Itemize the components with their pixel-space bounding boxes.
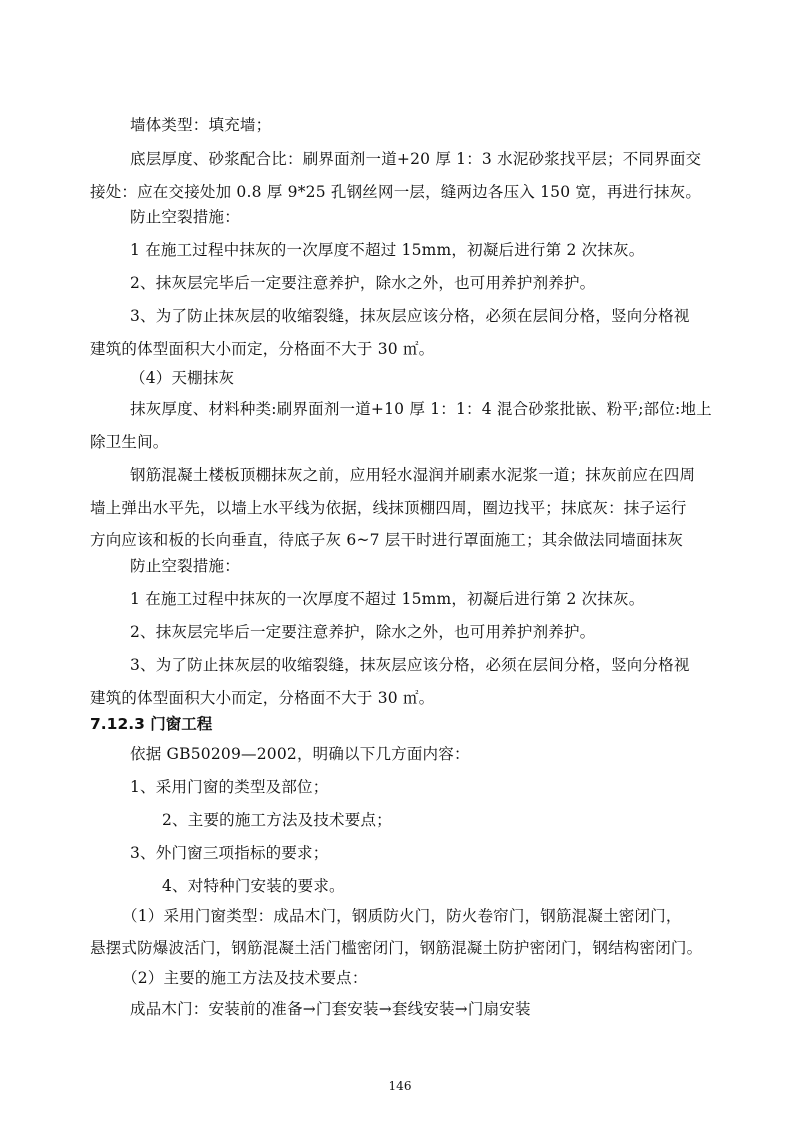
- text-line: 1 在施工过程中抹灰的一次厚度不超过 15mm，初凝后进行第 2 次抹灰。: [130, 241, 645, 259]
- section-heading: 7.12.3 门窗工程: [90, 715, 213, 733]
- text-line: 2、抹灰层完毕后一定要注意养护，除水之外，也可用养护剂养护。: [130, 623, 596, 641]
- list-item: 2、主要的施工方法及技术要点；: [162, 811, 392, 829]
- text-line: 成品木门：安装前的准备→门套安装→套线安装→门扇安装: [130, 1000, 531, 1018]
- text-line: 接处：应在交接处加 0.8 厚 9*25 孔钢丝网一层，缝两边各压入 150 宽，再进行抹灰。: [90, 183, 702, 201]
- text-line: 3、为了防止抹灰层的收缩裂缝，抹灰层应该分格，必须在层间分格，竖向分格视: [130, 307, 690, 325]
- text-line: 依据 GB50209—2002，明确以下几方面内容：: [130, 745, 470, 763]
- text-line: 1 在施工过程中抹灰的一次厚度不超过 15mm，初凝后进行第 2 次抹灰。: [130, 590, 645, 608]
- text-line: 建筑的体型面积大小而定，分格面不大于 30 ㎡。: [90, 689, 435, 707]
- text-line: 底层厚度、砂浆配合比：刷界面剂一道+20 厚 1：3 水泥砂浆找平层；不同界面交: [130, 150, 702, 168]
- text-line: （2）主要的施工方法及技术要点：: [122, 969, 368, 987]
- text-line: 建筑的体型面积大小而定，分格面不大于 30 ㎡。: [90, 340, 435, 358]
- text-line: 悬摆式防爆波活门，钢筋混凝土活门槛密闭门，钢筋混凝土防护密闭门，钢结构密闭门。: [90, 939, 703, 957]
- text-line: 防止空裂措施：: [130, 208, 240, 226]
- page-number: 146: [388, 1079, 412, 1093]
- text-line: 3、为了防止抹灰层的收缩裂缝，抹灰层应该分格，必须在层间分格，竖向分格视: [130, 656, 690, 674]
- section-title: （4）天棚抹灰: [130, 369, 235, 387]
- text-line: （1）采用门窗类型：成品木门，钢质防火门，防火卷帘门，钢筋混凝土密闭门，: [122, 907, 682, 925]
- text-line: 除卫生间。: [90, 433, 169, 451]
- text-line: 钢筋混凝土楼板顶棚抹灰之前，应用轻水湿润并刷素水泥浆一道；抹灰前应在四周: [130, 466, 696, 484]
- list-item: 1、采用门窗的类型及部位；: [130, 778, 329, 796]
- text-line: 防止空裂措施：: [130, 557, 240, 575]
- text-line: 2、抹灰层完毕后一定要注意养护，除水之外，也可用养护剂养护。: [130, 274, 596, 292]
- text-line: 墙体类型：填充墙；: [130, 116, 272, 134]
- text-line: 方向应该和板的长向垂直，待底子灰 6~7 层干时进行罩面施工；其余做法同墙面抹灰: [90, 531, 684, 549]
- text-line: 墙上弹出水平先，以墙上水平线为依据，线抹顶棚四周，圈边找平；抹底灰：抹子运行: [90, 499, 687, 517]
- list-item: 3、外门窗三项指标的要求；: [130, 844, 329, 862]
- text-line: 抹灰厚度、材料种类:刷界面剂一道+10 厚 1：1：4 混合砂浆批嵌、粉平;部位:地上: [130, 400, 712, 418]
- list-item: 4、对特种门安装的要求。: [162, 877, 345, 895]
